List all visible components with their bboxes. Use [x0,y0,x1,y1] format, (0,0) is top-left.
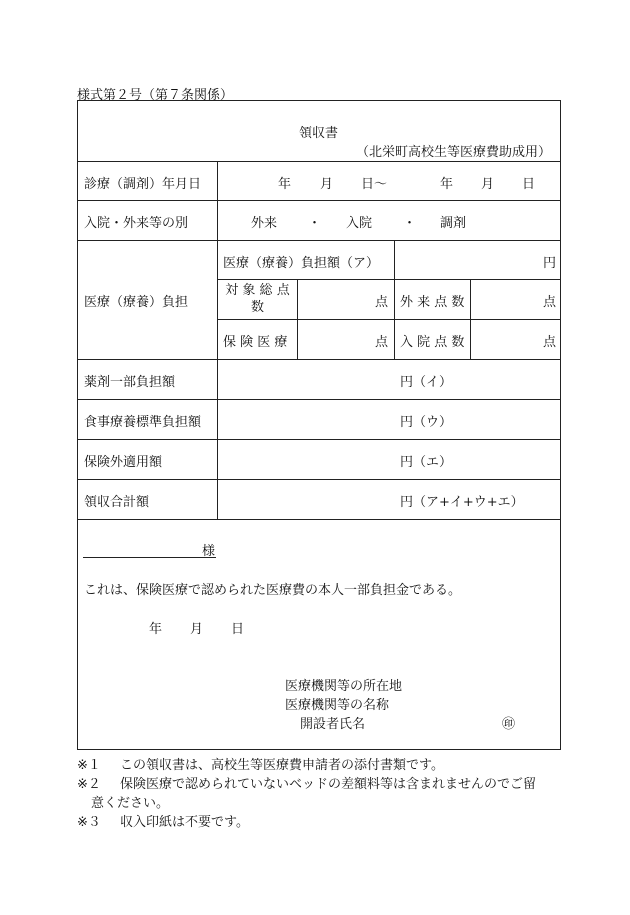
insurance-medical-unit: 点 [375,335,389,350]
medical-burden-amount-label: 医療（療養）負担額（ア） [223,256,380,271]
column-divider [394,240,395,280]
note-2-text-continued: 意ください。 [91,796,170,811]
date-year-2: 年 [440,177,454,192]
note-1-text: この領収書は、高校生等医療費申請者の添付書類です。 [120,758,444,773]
receipt-form [77,100,561,750]
date-label: 診療（調剤）年月日 [84,177,202,192]
meal-burden-label: 食事療養標準負担額 [84,415,202,430]
receipt-statement: これは、保険医療で認められた医療費の本人一部負担金である。 [84,583,462,598]
issue-date-year: 年 [149,622,163,637]
meal-burden-value: 円（ウ） [400,415,453,430]
column-divider [470,279,471,359]
seal-mark: ㊞ [502,717,516,732]
total-points-unit: 点 [375,295,389,310]
date-month-1: 月 [320,177,334,192]
total-amount-label: 領収合計額 [84,495,150,510]
inpatient-points-label: 入 院 点 数 [400,335,465,350]
uninsured-amount-value: 円（エ） [400,455,453,470]
insurance-medical-label: 保 険 医 療 [223,335,288,350]
row-divider [78,519,560,520]
date-day-1: 日〜 [361,177,388,192]
date-month-2: 月 [481,177,495,192]
note-3-text: 収入印紙は不要です。 [120,815,249,830]
outpatient-points-label: 外 来 点 数 [400,295,465,310]
receipt-title: 領収書 [299,126,339,141]
medical-burden-label: 医療（療養）負担 [84,295,189,310]
visit-type-separator: ・ [308,216,322,231]
row-divider [78,161,560,162]
column-divider [217,161,218,519]
row-divider [78,479,560,480]
institution-address-label: 医療機関等の所在地 [285,679,403,694]
note-3-mark: ※３ [77,815,101,830]
visit-type-separator: ・ [403,216,417,231]
inpatient-points-unit: 点 [543,335,557,350]
visit-type-dispensing: 調剤 [440,216,467,231]
issue-date-day: 日 [231,622,245,637]
row-divider [78,359,560,360]
date-year-1: 年 [278,177,292,192]
total-points-label-line2: 数 [250,300,264,315]
recipient-honorific: 様 [202,544,216,559]
note-2-mark: ※２ [77,777,101,792]
row-divider [217,279,560,280]
total-points-label-line1: 対 象 総 点 [225,283,290,298]
total-amount-value: 円（ア+イ+ウ+エ） [400,495,524,510]
column-divider [394,279,395,359]
institution-name-label: 医療機関等の名称 [285,698,390,713]
row-divider [78,399,560,400]
note-1-mark: ※１ [77,758,101,773]
receipt-subtitle: （北栄町高校生等医療費助成用） [356,145,552,160]
row-divider [217,319,560,320]
drug-burden-value: 円（イ） [400,375,453,390]
visit-type-inpatient: 入院 [346,216,373,231]
total-points-label [218,282,297,316]
row-divider [78,200,560,201]
outpatient-points-unit: 点 [543,295,557,310]
issue-date-month: 月 [190,622,204,637]
visit-type-label: 入院・外来等の別 [84,216,189,231]
recipient-name-line [83,557,216,558]
date-day-2: 日 [522,177,536,192]
form-number-label: 様式第２号（第７条関係） [77,88,234,103]
row-divider [78,240,560,241]
uninsured-amount-label: 保険外適用額 [84,455,163,470]
row-divider [78,439,560,440]
note-2-text: 保険医療で認められていないベッドの差額料等は含まれませんのでご留 [120,777,537,792]
column-divider [297,279,298,359]
drug-burden-label: 薬剤一部負担額 [84,375,176,390]
visit-type-outpatient: 外来 [251,216,278,231]
founder-name-label: 開設者氏名 [300,717,366,732]
medical-burden-amount-unit: 円 [543,256,557,271]
